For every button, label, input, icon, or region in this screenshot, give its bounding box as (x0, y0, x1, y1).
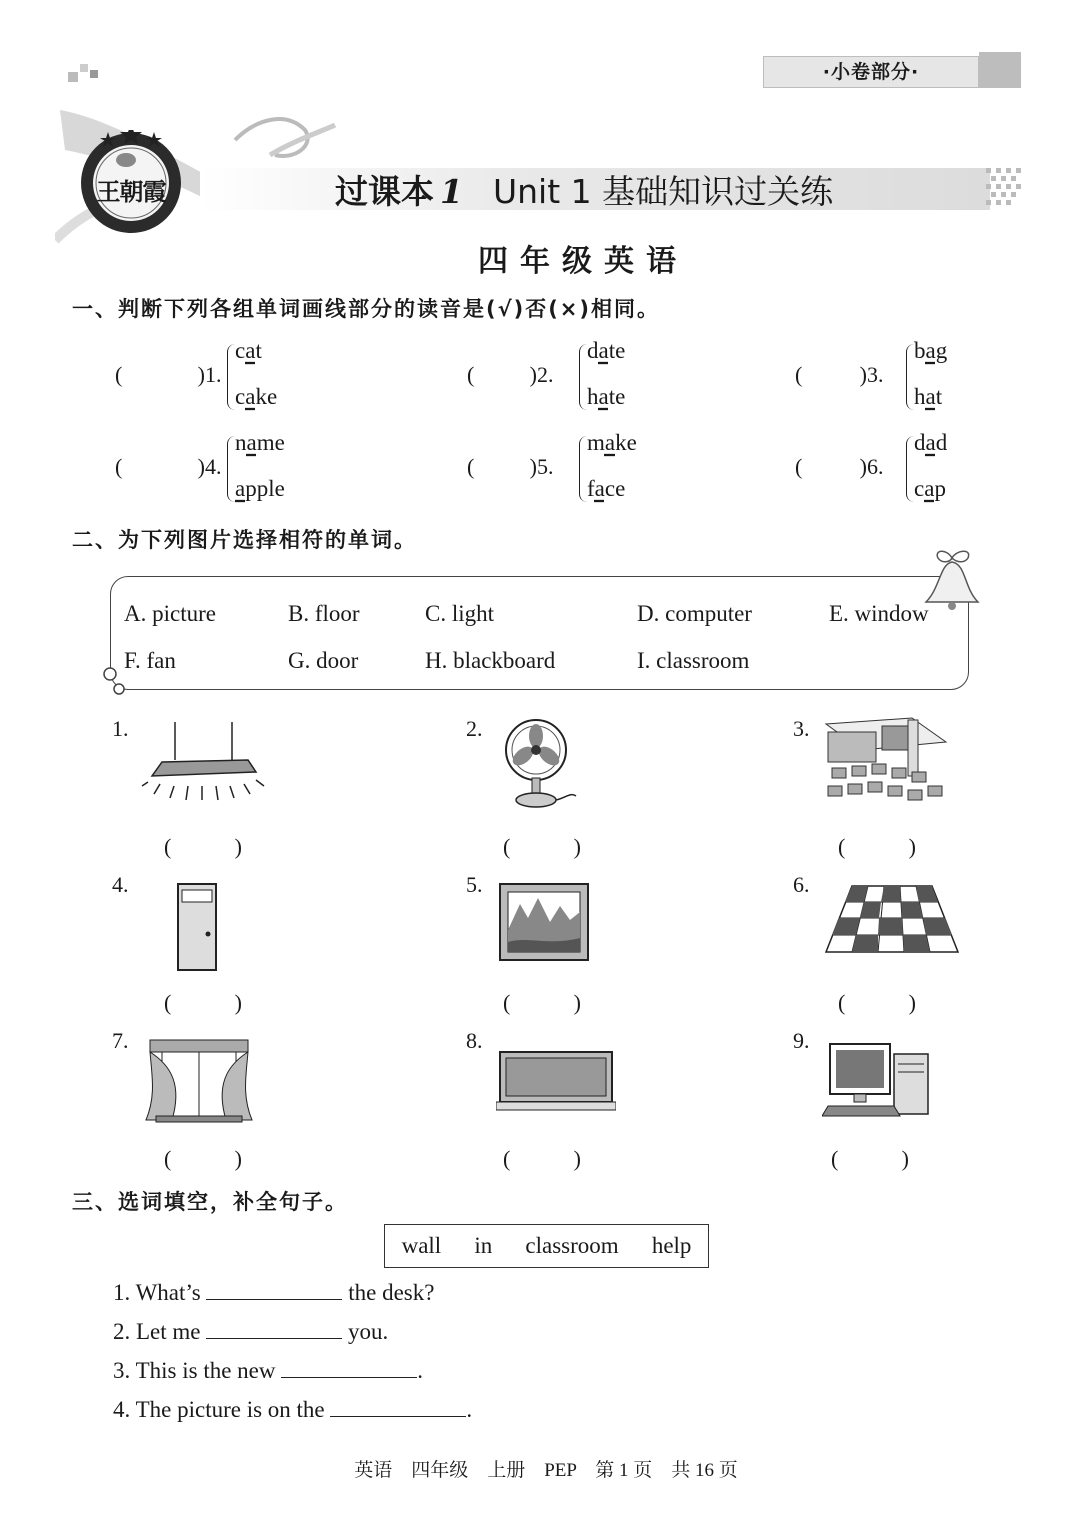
computer-icon (822, 1040, 934, 1122)
picture-answer-paren[interactable]: ( ) (838, 990, 916, 1015)
picture-answer-paren[interactable]: ( ) (831, 1146, 909, 1171)
picture-number: 6. (793, 872, 810, 897)
word: hate (587, 384, 626, 409)
word-choice: classroom (525, 1233, 619, 1258)
picture-number: 1. (112, 716, 129, 741)
word-choice: wall (401, 1233, 442, 1258)
tag-decoration (979, 52, 1021, 88)
word: cake (235, 384, 278, 409)
word: hat (914, 384, 943, 409)
word-choice: in (474, 1233, 493, 1258)
picture-number: 9. (793, 1028, 810, 1053)
picture-number: 3. (793, 716, 810, 741)
picture-number: 8. (466, 1028, 483, 1053)
picture-number: 2. (466, 716, 483, 741)
page-footer: 英语 四年级 上册 PEP 第 1 页 共 16 页 (354, 1460, 738, 1481)
answer-paren[interactable]: ( ) (467, 362, 537, 387)
picture-answer-paren[interactable]: ( ) (164, 990, 242, 1015)
fill-blank[interactable] (281, 1359, 417, 1378)
dot-pattern (986, 166, 1026, 212)
item-number: 1. (205, 362, 222, 387)
part1-item-4 (115, 454, 222, 480)
light-icon (140, 720, 270, 802)
part1-item-2 (467, 362, 554, 388)
blackboard-icon (496, 1050, 616, 1112)
item-number: 5. (537, 454, 554, 479)
word: apple (235, 476, 285, 501)
item-number: 4. (205, 454, 222, 479)
word-choice: help (651, 1233, 692, 1258)
answer-paren[interactable]: ( ) (795, 362, 867, 387)
answer-paren[interactable]: ( ) (115, 362, 205, 387)
answer-paren[interactable]: ( ) (467, 454, 537, 479)
fill-blank[interactable] (206, 1320, 342, 1339)
page-subtitle: 四年级英语 (478, 244, 688, 279)
answer-paren[interactable]: ( ) (795, 454, 867, 479)
title-number: 1 (440, 172, 463, 211)
option-g: G. door (288, 648, 359, 673)
option-i: I. classroom (637, 648, 750, 673)
word: name (235, 430, 285, 455)
fan-icon (500, 716, 584, 812)
picture-number: 7. (112, 1028, 129, 1053)
sentence-2: 2. Let me you. (113, 1319, 389, 1344)
item-number: 3. (867, 362, 884, 387)
word: date (587, 338, 626, 363)
fill-blank[interactable] (330, 1398, 466, 1417)
word: make (587, 430, 637, 455)
picture-number: 4. (112, 872, 129, 897)
option-a: A. picture (124, 601, 216, 626)
item-number: 6. (867, 454, 884, 479)
page-title (335, 166, 833, 213)
title-main: Unit 1 基础知识过关练 (492, 172, 834, 211)
option-h: H. blackboard (425, 648, 556, 673)
option-e: E. window (829, 601, 929, 626)
option-c: C. light (425, 601, 495, 626)
option-d: D. computer (637, 601, 752, 626)
part3-heading: 三、选词填空，补全句子。 (72, 1190, 348, 1214)
title-prefix: 过课本 (335, 172, 434, 211)
brand-text: 王朝霞 (96, 177, 166, 206)
word: dad (914, 430, 948, 455)
picture-frame-icon (498, 882, 590, 962)
word-choice-box (384, 1224, 709, 1268)
fill-blank[interactable] (206, 1281, 342, 1300)
door-icon (176, 882, 218, 972)
part1-item-6 (795, 454, 884, 480)
part1-item-5 (467, 454, 554, 480)
item-number: 2. (537, 362, 554, 387)
picture-number: 5. (466, 872, 483, 897)
window-icon (142, 1036, 256, 1126)
word: face (587, 476, 626, 501)
picture-answer-paren[interactable]: ( ) (503, 1146, 581, 1171)
picture-answer-paren[interactable]: ( ) (503, 990, 581, 1015)
answer-paren[interactable]: ( ) (115, 454, 205, 479)
part1-item-1 (115, 362, 222, 388)
picture-answer-paren[interactable]: ( ) (164, 834, 242, 859)
picture-answer-paren[interactable]: ( ) (838, 834, 916, 859)
brand-logo (78, 130, 184, 236)
word: cat (235, 338, 262, 363)
part1-heading: 一、判断下列各组单词画线部分的读音是(√)否(×)相同。 (72, 297, 660, 321)
picture-answer-paren[interactable]: ( ) (503, 834, 581, 859)
option-b: B. floor (288, 601, 360, 626)
word: bag (914, 338, 948, 363)
picture-answer-paren[interactable]: ( ) (164, 1146, 242, 1171)
option-f: F. fan (124, 648, 176, 673)
classroom-icon (822, 716, 950, 806)
sentence-4: 4. The picture is on the . (113, 1397, 473, 1422)
bell-icon (920, 548, 990, 614)
section-tag: ·小卷部分· (763, 56, 979, 88)
part1-item-3 (795, 362, 884, 388)
sentence-3: 3. This is the new . (113, 1358, 423, 1383)
word: cap (914, 476, 946, 501)
part2-heading: 二、为下列图片选择相符的单词。 (72, 528, 417, 552)
floor-icon (824, 884, 960, 954)
sentence-1: 1. What’s the desk? (113, 1280, 435, 1305)
corner-squares (68, 64, 102, 88)
